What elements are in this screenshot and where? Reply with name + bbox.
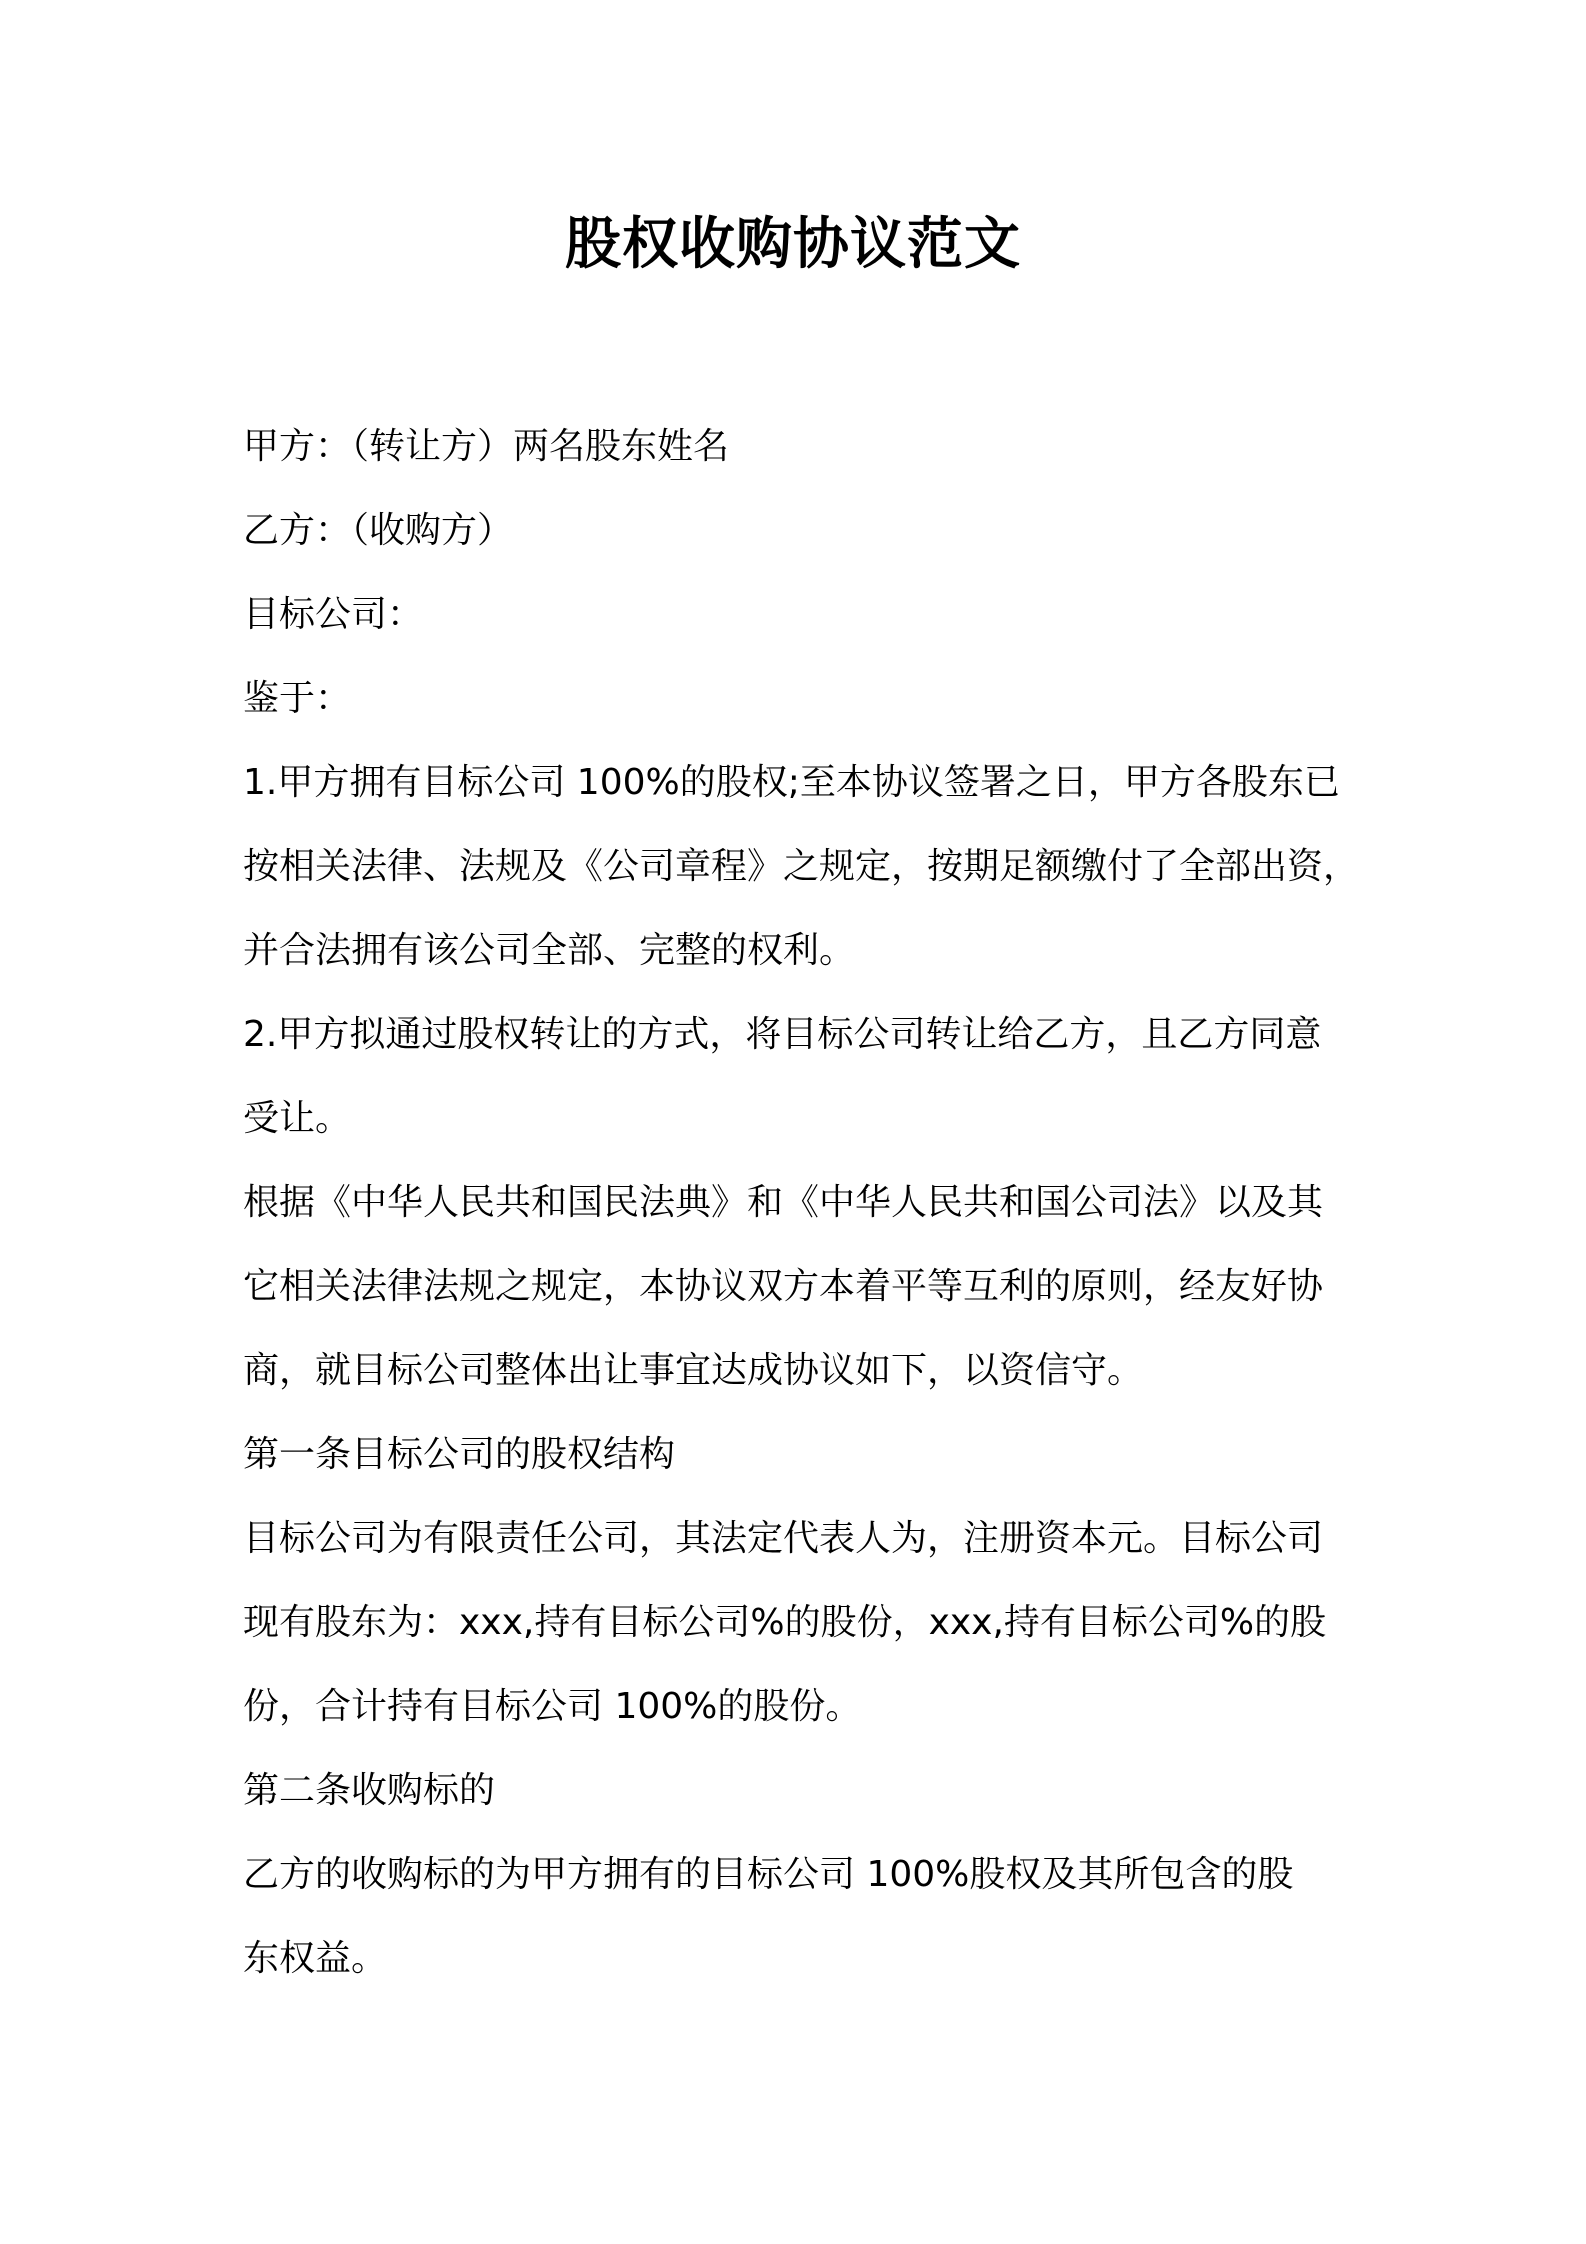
article-1-line-3: 份，合计持有目标公司 100%的股份。 [243,1686,862,1727]
article-1-line-2: 现有股东为：xxx,持有目标公司%的股份，xxx,持有目标公司%的股 [243,1602,1327,1643]
basis-line-2: 它相关法律法规之规定，本协议双方本着平等互利的原则，经友好协 [243,1266,1324,1307]
recital-1-line-3: 并合法拥有该公司全部、完整的权利。 [243,930,856,971]
document-title: 股权收购协议范文 [565,212,1021,277]
article-1-heading: 第一条目标公司的股权结构 [243,1434,676,1475]
recital-2-line-2: 受让。 [243,1098,352,1139]
document-body [243,405,1363,2001]
recital-1-line-1: 1.甲方拥有目标公司 100%的股权;至本协议签署之日，甲方各股东已 [243,762,1340,803]
whereas-line: 鉴于： [243,678,352,719]
recital-2-line-1: 2.甲方拟通过股权转让的方式，将目标公司转让给乙方，且乙方同意 [243,1014,1322,1055]
article-2-heading: 第二条收购标的 [243,1770,496,1811]
article-2-line-2: 东权益。 [243,1938,388,1979]
party-b-line: 乙方：（收购方） [243,510,514,551]
party-a-line: 甲方：（转让方）两名股东姓名 [243,426,730,467]
basis-line-3: 商，就目标公司整体出让事宜达成协议如下，以资信守。 [243,1350,1144,1391]
recital-1-line-2: 按相关法律、法规及《公司章程》之规定，按期足额缴付了全部出资， [243,846,1360,887]
article-1-line-1: 目标公司为有限责任公司，其法定代表人为，注册资本元。目标公司 [243,1518,1324,1559]
target-company-line: 目标公司： [243,594,424,635]
article-2-line-1: 乙方的收购标的为甲方拥有的目标公司 100%股权及其所包含的股 [243,1854,1294,1895]
basis-line-1: 根据《中华人民共和国民法典》和《中华人民共和国公司法》以及其 [243,1182,1324,1223]
